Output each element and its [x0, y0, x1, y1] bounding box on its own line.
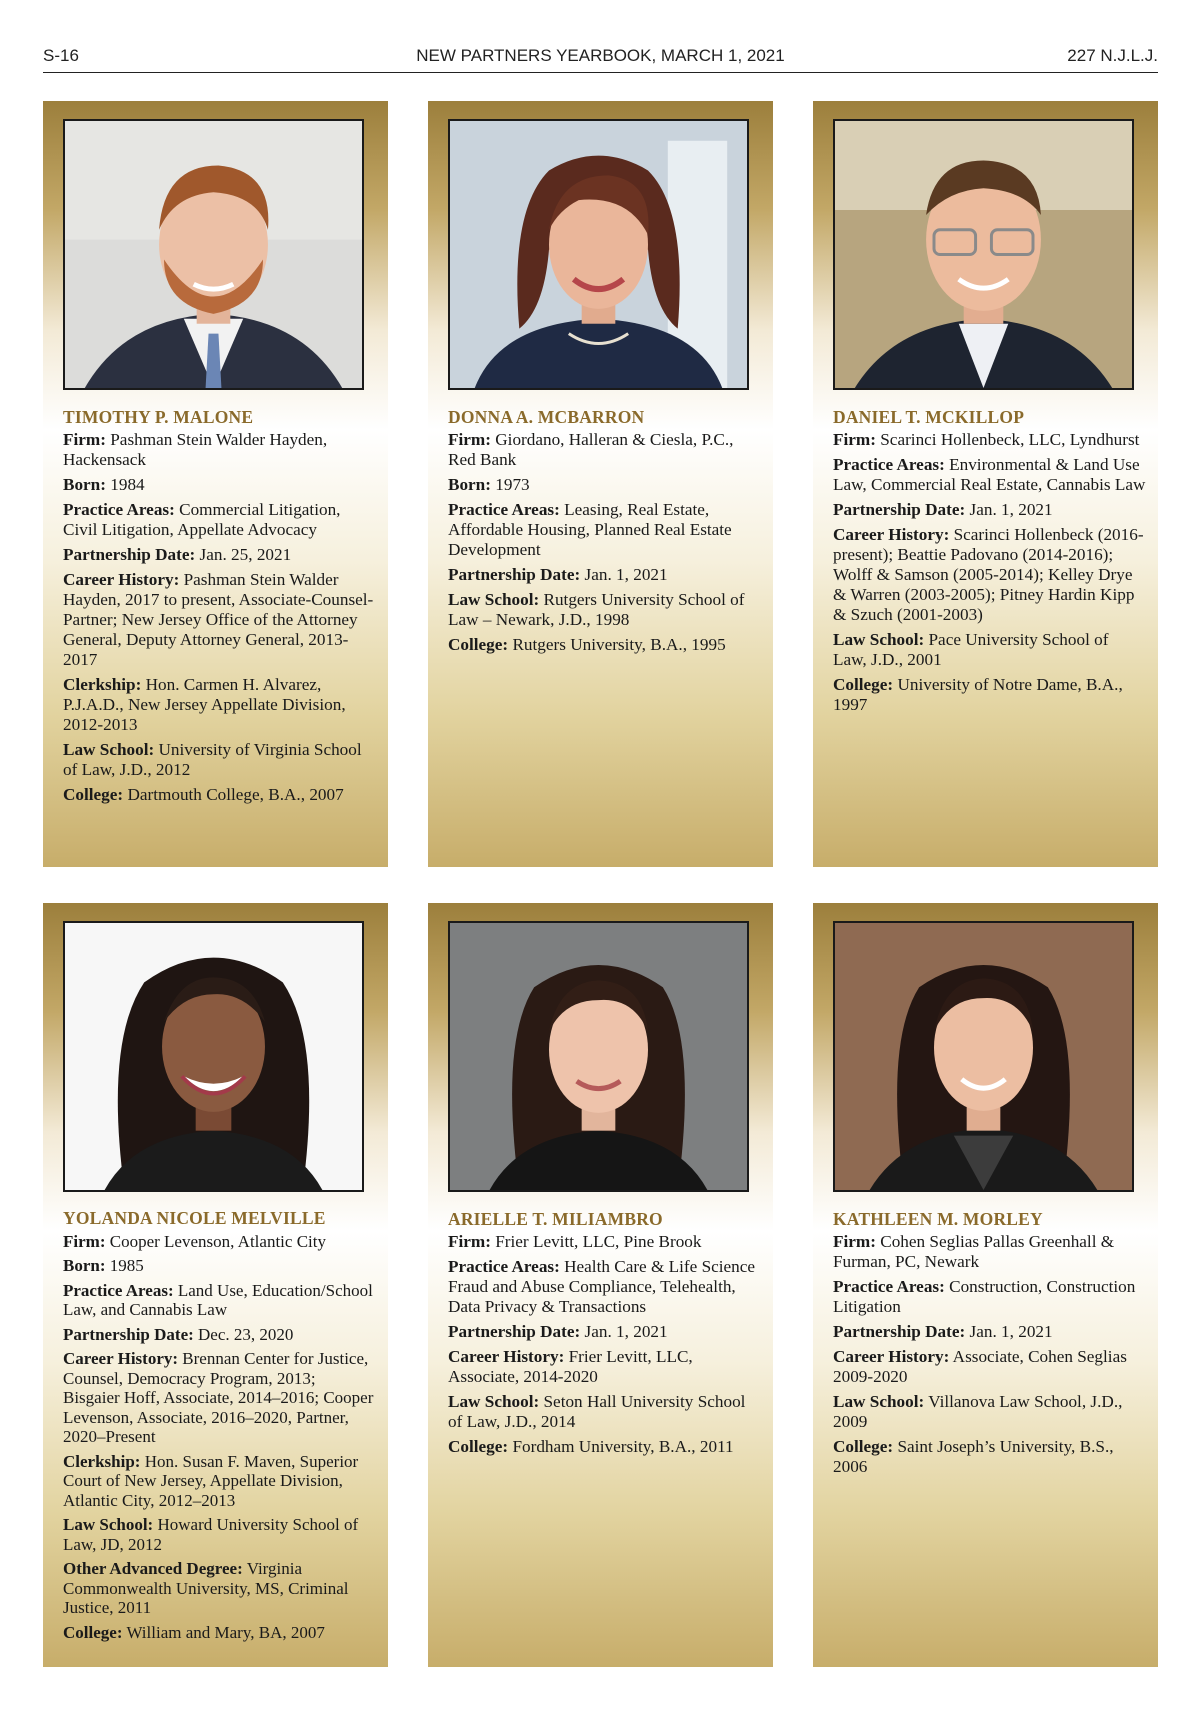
profile-details [63, 407, 376, 810]
profile-details [63, 1209, 376, 1647]
profile-name: KATHLEEN M. MORLEY [833, 1209, 1043, 1229]
profile-details [833, 1209, 1146, 1482]
headshot-photo [63, 921, 364, 1192]
profile-name: TIMOTHY P. MALONE [63, 407, 254, 427]
profile-field: Law School: Howard University School of Law, JD, 2012 [63, 1515, 359, 1554]
profile-field: Firm: Cohen Seglias Pallas Greenhall & Furman, PC, Newark [833, 1232, 1115, 1271]
profile-field: College: Dartmouth College, B.A., 2007 [63, 785, 344, 804]
profile-field: Practice Areas: Commercial Litigation, Civil Litigation, Appellate Advocacy [63, 500, 341, 539]
headshot-photo [448, 119, 749, 390]
journal-citation: 227 N.J.L.J. [1067, 46, 1158, 65]
profile-field: Career History: Pashman Stein Walder Hayden, 2017 to present, Associate-Counsel-Partner; New Jersey Office of the Attorney General, Deputy Attorney General, 2013-2017 [63, 570, 374, 669]
profile-card-melville [43, 903, 388, 1667]
profile-field: Firm: Giordano, Halleran & Ciesla, P.C., Red Bank [448, 430, 734, 469]
profile-field: Clerkship: Hon. Susan F. Maven, Superior Court of New Jersey, Appellate Division, Atlantic City, 2012–2013 [63, 1451, 359, 1510]
profile-field: Career History: Scarinci Hollenbeck (2016-present); Beattie Padovano (2014-2016); Wolff & Samson (2005-2014); Kelley Drye & Warren (2003-2005); Pitney Hardin Kipp & Szuch (2001-2003) [833, 525, 1144, 624]
profile-field: Partnership Date: Jan. 1, 2021 [448, 1322, 668, 1341]
profile-card-miliambro [428, 903, 773, 1667]
profile-field: Other Advanced Degree: Virginia Commonwealth University, MS, Criminal Justice, 2011 [63, 1559, 349, 1617]
profile-card-malone [43, 101, 388, 867]
profile-field: Firm: Scarinci Hollenbeck, LLC, Lyndhurst [833, 430, 1140, 449]
profile-field: Law School: Rutgers University School of Law – Newark, J.D., 1998 [448, 590, 745, 629]
profile-details [833, 407, 1146, 720]
profile-field: Clerkship: Hon. Carmen H. Alvarez, P.J.A.D., New Jersey Appellate Division, 2012-2013 [63, 675, 346, 734]
profile-field: Practice Areas: Land Use, Education/School Law, and Cannabis Law [63, 1280, 373, 1319]
profile-field: College: Fordham University, B.A., 2011 [448, 1437, 734, 1456]
profile-field: Partnership Date: Jan. 1, 2021 [833, 500, 1053, 519]
profile-name: ARIELLE T. MILIAMBRO [448, 1209, 663, 1229]
profile-field: Law School: Villanova Law School, J.D., 2009 [833, 1392, 1123, 1431]
profile-field: Born: 1984 [63, 475, 145, 494]
profile-field: Firm: Pashman Stein Walder Hayden, Hackensack [63, 430, 328, 469]
profile-field: Law School: Pace University School of Law, J.D., 2001 [833, 630, 1109, 669]
profile-name: DONNA A. MCBARRON [448, 407, 645, 427]
profile-field: College: University of Notre Dame, B.A., 1997 [833, 675, 1123, 714]
publication-title: NEW PARTNERS YEARBOOK, MARCH 1, 2021 [416, 46, 785, 65]
profile-card-mcbarron [428, 101, 773, 867]
profile-field: Law School: University of Virginia School of Law, J.D., 2012 [63, 740, 362, 779]
profile-details [448, 407, 761, 660]
profile-field: Practice Areas: Construction, Construction Litigation [833, 1277, 1136, 1316]
headshot-photo [63, 119, 364, 390]
profile-field: Career History: Frier Levitt, LLC, Associate, 2014-2020 [448, 1347, 693, 1386]
profile-name: YOLANDA NICOLE MELVILLE [63, 1208, 326, 1228]
page-header [43, 44, 1158, 73]
profile-field: Firm: Frier Levitt, LLC, Pine Brook [448, 1232, 702, 1251]
profile-name: DANIEL T. MCKILLOP [833, 407, 1025, 427]
profile-field: Practice Areas: Environmental & Land Use Law, Commercial Real Estate, Cannabis Law [833, 455, 1146, 494]
profile-field: Practice Areas: Leasing, Real Estate, Affordable Housing, Planned Real Estate Development [448, 500, 732, 559]
profile-field: College: Rutgers University, B.A., 1995 [448, 635, 726, 654]
profile-field: College: William and Mary, BA, 2007 [63, 1622, 325, 1642]
page-number: S-16 [43, 46, 79, 65]
profile-field: Firm: Cooper Levenson, Atlantic City [63, 1231, 326, 1251]
headshot-photo [448, 921, 749, 1192]
profile-field: Career History: Brennan Center for Justice, Counsel, Democracy Program, 2013; Bisgaier Hoff, Associate, 2014–2016; Cooper Levenson, Associate, 2016–2020, Partner, 2020–Present [63, 1349, 374, 1446]
profile-field: Law School: Seton Hall University School of Law, J.D., 2014 [448, 1392, 746, 1431]
headshot-photo [833, 921, 1134, 1192]
profile-field: Born: 1973 [448, 475, 530, 494]
profile-details [448, 1209, 761, 1462]
profile-field: Partnership Date: Jan. 25, 2021 [63, 545, 292, 564]
profile-field: Career History: Associate, Cohen Seglias 2009-2020 [833, 1347, 1127, 1386]
profile-field: Partnership Date: Jan. 1, 2021 [833, 1322, 1053, 1341]
profile-field: Partnership Date: Dec. 23, 2020 [63, 1324, 294, 1344]
profile-card-morley [813, 903, 1158, 1667]
profile-field: Partnership Date: Jan. 1, 2021 [448, 565, 668, 584]
profile-card-mckillop [813, 101, 1158, 867]
headshot-photo [833, 119, 1134, 390]
profile-field: Born: 1985 [63, 1256, 144, 1275]
profile-field: College: Saint Joseph’s University, B.S., 2006 [833, 1437, 1114, 1476]
profile-field: Practice Areas: Health Care & Life Science Fraud and Abuse Compliance, Telehealth, Data Privacy & Transactions [448, 1257, 756, 1316]
